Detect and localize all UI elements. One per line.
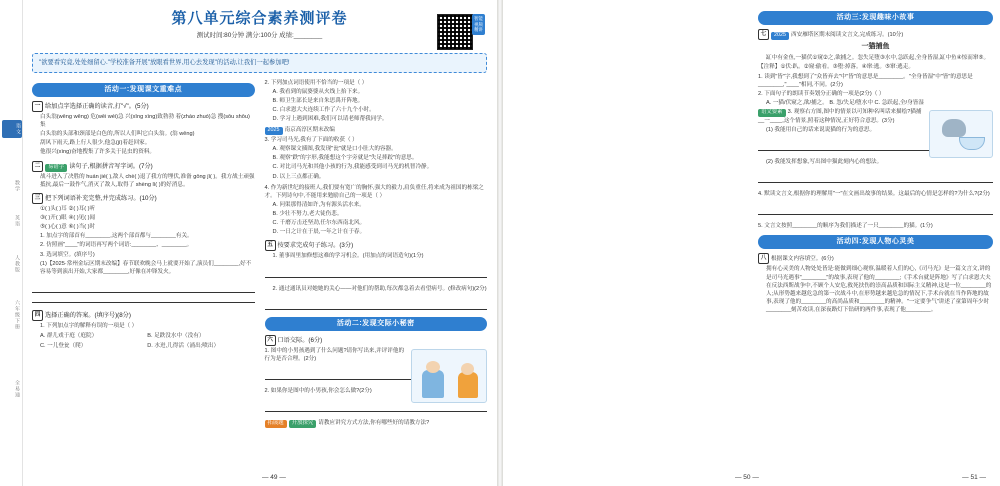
q8-text: 按要求完成句子练习。(3分) [277, 242, 354, 250]
q3-grid-0: ①( )头( )耳 ②( )耳( )听 [40, 206, 96, 213]
intro-note: "欲要看究竟,处处细留心."学校准备开展"放眼看世界,用心去发现"的活动,让我们一起参加吧! [32, 53, 487, 73]
left-page [22, 0, 497, 486]
question-9 [265, 335, 488, 346]
q3-text: 把下列词语补充完整,并完成练习。(10分) [45, 195, 157, 203]
q7-item-1[interactable]: B. 少壮不努力,老大徒伤悲。 [272, 211, 343, 217]
q8-badge: 五 [265, 240, 276, 251]
q6-item-3[interactable]: D. 以上三点都正确。 [272, 173, 325, 180]
q7-text: 4. 作为新世纪的接班人,我们要有宽广的胸怀,强大的毅力,肩负重任,将来成为祖国的栋梁之才。下列诗句中,不能用来勉励自己的一项是（ ） [264, 184, 484, 199]
q7-item-3[interactable]: D. 一日之计在于晨,一年之计在于春。 [272, 229, 366, 236]
activity-1-heading: 活动一:发现课文重难点 [32, 83, 255, 97]
q11-body: 拥有心灵美的人物处处皆是:能做到细心观察,温暖着人们的心,《司马光》是一篇文言文,讲的是司马光遇事"________"的故事,表现了他的________;《手术台就是阵地》写了白求恩大夫在反法西斯战争中,不顾个人安危,救死扶伤的崇高品质和国际主义精神,这是一位________的人;从形势越来越危急的第一次战斗中,在形势越来越危急的情况下,手术台就在当作阵地的故事,表现了他的________的高尚品质和________的精神。"一定要争气"讲述了童第周年少时________刻苦攻读,在深夜路灯下钻研的两件事,表现了他________。 [766, 266, 992, 313]
question-11 [758, 253, 993, 264]
question-8 [265, 240, 488, 251]
side-tab-strip [0, 0, 23, 486]
illustration-students [411, 349, 487, 403]
q10-text: 阅读文言文,完成练习。(10分) [830, 32, 904, 39]
q1-line-1: 刮风下雨天,路上行人很少,他急(jí)着赶回家。 [40, 140, 151, 147]
q8-item-1: 2. 通过通讯员对她她的关心——对他们的帮助,每次都急着去看望病号。(修改病句)(2分) [272, 285, 487, 292]
q2-tag: 易错字 [45, 164, 67, 172]
q2-body: 战斗进入了决胜的 huán jié( ),敌人 chè( )退了我方的埋伏,准备 gōng jī( )。我方战士顽强抵抗,最后一鼓作气,消灭了敌人,取得了 shèng lì( )的好消息。 [40, 173, 255, 188]
q9-tag: 拓展题 [265, 420, 287, 428]
side-tab-item-2[interactable]: 人教版 [14, 255, 20, 273]
passage-title: 一猫捕鱼 [861, 43, 890, 51]
q5-item-1[interactable]: B. 师卫生部长是来自朱思禹开阵地。 [272, 97, 364, 104]
q9-badge: 六 [265, 335, 276, 346]
passage-body: 缸中有金鱼,一猫伏①窥②之,欲捕之。忽失足堕③水中,急跃起,全身皆湿,缸中鱼④惊而窜⑤。 [766, 55, 990, 62]
q10-item5-line: 5. 文言文按照________的顺序为我们描述了一只________的猫。(1分) [758, 223, 933, 230]
question-3 [32, 193, 255, 204]
question-4 [32, 310, 255, 321]
q4-item-4[interactable]: D. 水迸,儿得活（涌出;喷出） [147, 343, 220, 350]
q10-item-1: 2. 下面句子的朗读节奏划分正确的一项是(2分)（ ） [758, 90, 885, 97]
q8-answer-lines-1[interactable] [265, 268, 488, 278]
q4-item-1[interactable]: A. 群儿戏于庭（庭院） [40, 333, 98, 340]
page-number-right: — 51 — [962, 473, 986, 481]
q8-item-0: 1. 董事周里加修想这难的学习机会。(用加点的词语造句)(1分) [272, 253, 424, 260]
activity-2-heading: 活动二:发现交际小秘密 [265, 317, 488, 331]
cat-figure [942, 119, 966, 137]
q11-text: 根据课文内容填空。(6分) [771, 256, 834, 263]
left-column-b [265, 78, 488, 429]
q6-item-0[interactable]: A. 观察课文插图,我发现"瓮"就是口小肚大的容器。 [272, 146, 397, 153]
q5-text: 2. 下列加点词语使用不恰当的一项是（ ） [264, 79, 368, 86]
q3-grid-1: ③( )开( )眼 ④( )见( )闻 [40, 215, 96, 222]
illustration-cat-fishbowl [929, 110, 993, 158]
q7-item-2[interactable]: C. 千磨万击还坚劲,任尔东西南北风。 [272, 220, 366, 227]
side-tab-item-3[interactable]: 六年级下册 [14, 300, 20, 330]
activity-4-heading: 活动四:发现人物心灵美 [758, 235, 993, 249]
side-tab-item-0[interactable]: 数学 [14, 180, 20, 192]
q10-item-3-text: 3. 观察右方图,图中的情景以可知种名叫话来描绘?猫捕__一____,这个情景,照着这种情况,正好符合意思。(3分) [758, 108, 922, 124]
q3-sub-3: (1)【2025·常州金坛区期末改编】春节联欢晚会马上就要开始了,演员们________,好不容易等到演出开始,大家都________,好像在冲锋发火。 [40, 260, 252, 275]
q9-tail: 请教应讲究方式方法,你有哪些好的请教方法? [318, 420, 430, 427]
q10-answer-lines-3[interactable] [758, 205, 993, 215]
q4-badge: 四 [32, 310, 43, 321]
q2-text: 读句子,根据拼音写字词。(7分) [69, 162, 153, 170]
qr-code[interactable] [437, 14, 473, 50]
q11-badge: 八 [758, 253, 769, 264]
q10-item-2[interactable]: A. 一猫/伏窥之,欲/捕之。 B. 忽/失足/堕水中 C. 急跃起,全/身皆湿 [766, 99, 924, 106]
q9-item-0: 1. 图中的小男孩遇到了什么问题?请你写出来,并评评他的行为是否合理。(2分) [264, 347, 405, 363]
q3-sub-1: 2. 仿照画"____"的词语再写两个词语:________、________。 [40, 242, 193, 249]
fishbowl-figure [959, 137, 985, 150]
q3-grid-2: ⑤( )心( )意 ⑥( )当( )时 [40, 224, 96, 231]
passage-notes: 【注释】①伏:趴。②窥:偷看。③堕:掉落。④窜:逃。⑤窜:逃走。 [758, 64, 914, 71]
right-column-a [513, 6, 747, 242]
q10-item4-line: 4. 默读文言文,根据你的理解用"一"在文画出故事的结果。这最后的心情是怎样的?为什么?(2分) [758, 191, 990, 198]
q4-item-3[interactable]: C. 一儿登瓮（爬） [40, 343, 87, 350]
activity-3-block [758, 6, 993, 315]
q10-item-0: 1. 读到"皆"字,我想到了"众皆弃去"中"皆"的意思是________。"全身皆湿"中"皆"的意思是________,"____"相同,不同。(2分) [758, 73, 973, 88]
q10-badge: 七 [758, 29, 769, 40]
q9-extra [265, 419, 488, 428]
q6-place: 南京高淳区期末改编 [284, 127, 335, 134]
q1-text: 给加点字选择正确的读音,打"√"。(5分) [45, 103, 149, 111]
q9-tagtext: 开放探究 [289, 420, 317, 428]
page-number-left: — 49 — [262, 473, 286, 481]
q3-sub-0: 1. 加点字的部首有________,这两个部首都与________有关。 [40, 233, 193, 240]
q3-answer-lines[interactable] [32, 283, 255, 303]
question-2 [32, 161, 255, 172]
q1-line-0: 白头翁的头部和颈部是白色的,所以人们叫它白头翁。(翁 wēng) [40, 131, 195, 138]
q10-header [758, 29, 993, 40]
right-page [503, 0, 1000, 486]
q6-item-2[interactable]: C. 对比司马光和其他小孩的行为,我能感受到司马光的机智冷静。 [272, 164, 433, 171]
left-column-a [32, 78, 255, 429]
q10-item-4: (1) 我能用自己的话来说说猫的行为的意思。 [766, 126, 876, 133]
q10-item-5: (2) 我能发挥想象,写出图中猫此刻内心的想法。 [766, 158, 883, 165]
q5-item-2[interactable]: C. 白求恩大夫连续工作了六十九个小时。 [272, 107, 375, 114]
q3-badge: 三 [32, 193, 43, 204]
q6-year-tag: 2025 [265, 127, 283, 135]
side-tab-active[interactable]: 语文 [2, 120, 22, 138]
student-figure-1 [422, 370, 444, 398]
q8-answer-lines-2[interactable] [265, 300, 488, 310]
page-title: 第八单元综合素养测评卷 [171, 10, 348, 27]
qr-label: 智能 视频 精讲 [472, 14, 485, 35]
q10-tag-thinking: 语文要素 [758, 109, 786, 117]
right-col-a-spacer [513, 6, 747, 242]
q4-text: 选择正确的答案。(填序号)(8分) [45, 312, 131, 320]
q7-item-0[interactable]: A. 问渠那得清如许,为有源头活水来。 [272, 201, 365, 208]
page-number-center: — 50 — [735, 473, 759, 481]
q4-item-2[interactable]: B. 足跌没水中（没有） [147, 333, 205, 340]
q10-year-tag: 2025 [771, 32, 789, 40]
q1-body: 白头翁(wēng wěng) 危(wēi wéi)急 兴(xīng xìng)致勃勃 着(zháo zhuó)急 搜(sōu shōu)集 [40, 114, 250, 129]
q9-text: 口语交际。(6分) [277, 336, 323, 344]
q1-line-2: 他很兴(xìng)奋地搜集了许多关于昆虫的资料。 [40, 149, 155, 156]
q5-item-0[interactable]: A. 我看到的鼠婆婆从火线上抬下来。 [272, 88, 364, 95]
q6-item-1[interactable]: B. 观察"跌"的字形,我能想这个字旁就是"失足摔跤"的意思。 [272, 155, 418, 162]
q5-item-3[interactable]: D. 学习上遇到困难,我们可以请老师帮我同学。 [272, 116, 388, 123]
q10-answer-lines-2[interactable] [758, 173, 993, 183]
student-figure-2 [458, 372, 478, 398]
question-1 [32, 101, 255, 112]
q6-text: 3. 学习司马光,我有了下面的收获（ ） [264, 137, 358, 144]
side-tab-item-4[interactable]: 全易通 [14, 380, 20, 398]
q10-place: 西安雁塔区期末 [791, 32, 831, 39]
activity-3-heading: 活动三:发现趣味小故事 [758, 11, 993, 25]
side-tab-item-1[interactable]: 英语 [14, 215, 20, 227]
q3-sub-2: 3. 选词填空。(填序号) [40, 251, 95, 258]
q4-item-0: 1. 下列加点字的解释有误的一项是（ ） [40, 323, 138, 330]
q1-badge: 一 [32, 101, 43, 112]
q9-item-1: 2. 如果你是图中的小男孩,你会怎么做?(2分) [264, 388, 372, 395]
exam-meta: 测试时间:80分钟 满分:100分 成绩:________ [196, 31, 323, 39]
q2-badge: 二 [32, 161, 43, 172]
q9-answer-lines-2[interactable] [265, 402, 488, 412]
q6-header [265, 126, 488, 135]
